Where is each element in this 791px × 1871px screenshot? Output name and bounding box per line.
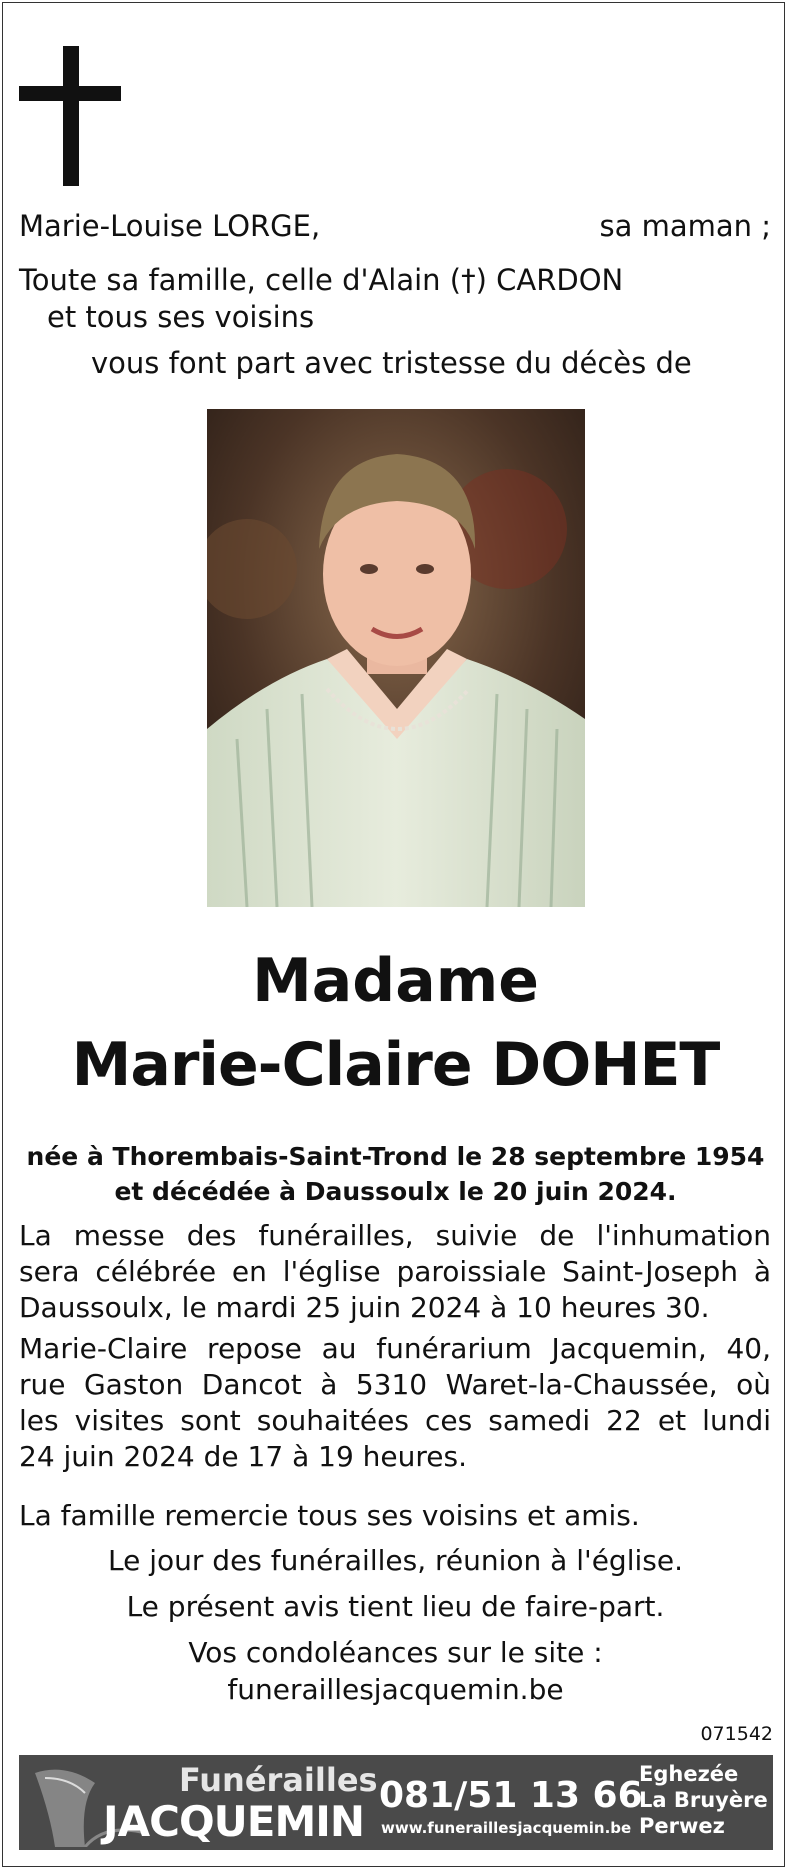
thanks-text: La famille remercie tous ses voisins et amis. <box>19 1499 640 1532</box>
ceremony-text <box>19 1218 771 1326</box>
town-item: Eghezée <box>639 1762 739 1786</box>
deceased-title: Madame <box>252 946 539 1016</box>
visit-line-2: rue Gaston Dancot à 5310 Waret-la-Chaussée, où <box>19 1368 771 1401</box>
birth-line-1: née à Thorembais-Saint-Trond le 28 septembre 1954 <box>26 1142 765 1171</box>
reunion-text: Le jour des funérailles, réunion à l'église. <box>108 1544 683 1577</box>
visit-text <box>19 1331 771 1475</box>
family-line-2: Toute sa famille, celle d'Alain (†) CARDON <box>19 263 624 297</box>
condolences-website[interactable]: funeraillesjacquemin.be <box>227 1673 564 1706</box>
cross-icon <box>19 46 121 186</box>
phone-number[interactable]: 081/51 13 66 <box>379 1775 643 1816</box>
notice-text: Le présent avis tient lieu de faire-part. <box>126 1590 665 1623</box>
family-line-3: et tous ses voisins <box>47 300 315 334</box>
ceremony-line-3: Daussoulx, le mardi 25 juin 2024 à 10 heures 30. <box>19 1291 710 1324</box>
ceremony-line-1: La messe des funérailles, suivie de l'inhumation <box>19 1219 771 1252</box>
website-link[interactable]: www.funeraillesjacquemin.be <box>381 1819 632 1837</box>
family-line-mother-name: Marie-Louise LORGE, <box>19 209 321 243</box>
family-line-mother-relation: sa maman ; <box>599 209 771 243</box>
ceremony-line-2: sera célébrée en l'église paroissiale Saint-Joseph à <box>19 1255 771 1288</box>
town-item: La Bruyère <box>639 1788 768 1812</box>
town-list <box>639 1761 768 1839</box>
family-line-4: vous font part avec tristesse du décès de <box>91 346 692 380</box>
visit-line-4: 24 juin 2024 de 17 à 19 heures. <box>19 1440 467 1473</box>
condolences-line-1: Vos condoléances sur le site : <box>188 1636 603 1669</box>
deceased-name: Marie-Claire DOHET <box>71 1030 720 1100</box>
brand-line-2: JACQUEMIN <box>103 1797 365 1846</box>
brand-line-1: Funérailles <box>179 1761 378 1799</box>
town-item: Perwez <box>639 1814 725 1838</box>
visit-line-3: les visites sont souhaitées ces samedi 22 et lundi <box>19 1404 771 1437</box>
birth-line-2: et décédée à Daussoulx le 20 juin 2024. <box>114 1177 677 1206</box>
funeral-home-banner <box>19 1755 773 1850</box>
visit-line-1: Marie-Claire repose au funérarium Jacquemin, 40, <box>19 1332 771 1365</box>
reference-number: 071542 <box>700 1723 773 1745</box>
portrait-photo <box>207 409 585 907</box>
